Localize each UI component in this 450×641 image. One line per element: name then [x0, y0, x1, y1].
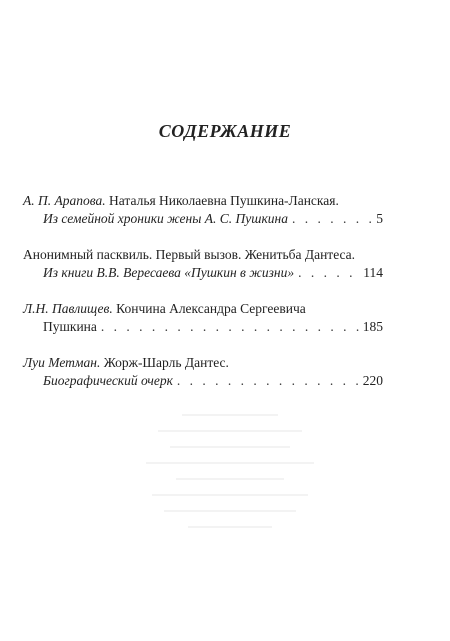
- toc-entry-subtitle: Биографический очерк: [43, 373, 173, 388]
- toc-entry-page: 5: [376, 211, 383, 226]
- toc-entry: [23, 192, 383, 228]
- toc-leader-dots: [292, 210, 372, 228]
- toc-entry: [23, 246, 383, 282]
- toc-entry-line: [23, 192, 383, 210]
- toc-entry-page: 220: [362, 373, 383, 388]
- toc-entry-title: Кончина Александра Сергеевича: [112, 301, 306, 316]
- toc-entry-author: Луи Метман.: [23, 355, 101, 370]
- toc-heading: СОДЕРЖАНИЕ: [158, 121, 292, 141]
- toc-entry-author: А. П. Арапова.: [23, 193, 106, 208]
- toc-leader-dots: [298, 264, 359, 282]
- toc-entry-subline: [23, 372, 383, 390]
- toc-entry-subline: [23, 318, 383, 336]
- toc-entry: [23, 354, 383, 390]
- toc-entry-subline: [23, 210, 383, 228]
- toc-entry-author: Л.Н. Павлищев.: [23, 301, 113, 316]
- show-through-texture: [110, 400, 350, 630]
- toc-entry-page: 185: [362, 319, 383, 334]
- toc-entry-title: Наталья Николаевна Пушкина-Ланская.: [105, 193, 339, 208]
- toc-entry-title: Жорж-Шарль Дантес.: [100, 355, 229, 370]
- toc-entry-subline: [23, 264, 383, 282]
- toc-leader-dots: [101, 318, 359, 336]
- toc-entry-line: [23, 246, 383, 264]
- toc-entry-subtitle: Пушкина: [43, 319, 97, 334]
- toc-entry-subtitle: Из книги В.В. Вересаева «Пушкин в жизни»: [43, 265, 295, 280]
- toc-entry-line: [23, 300, 383, 318]
- toc-entry: [23, 300, 383, 336]
- toc-leader-dots: [177, 372, 359, 390]
- toc-entry-subtitle: Из семейной хроники жены А. С. Пушкина: [43, 211, 288, 226]
- toc-entry-title: Анонимный пасквиль. Первый вызов. Женитьба Дантеса.: [23, 247, 356, 262]
- toc-list: [23, 192, 383, 408]
- toc-entry-line: [23, 354, 383, 372]
- toc-entry-page: 114: [363, 265, 383, 280]
